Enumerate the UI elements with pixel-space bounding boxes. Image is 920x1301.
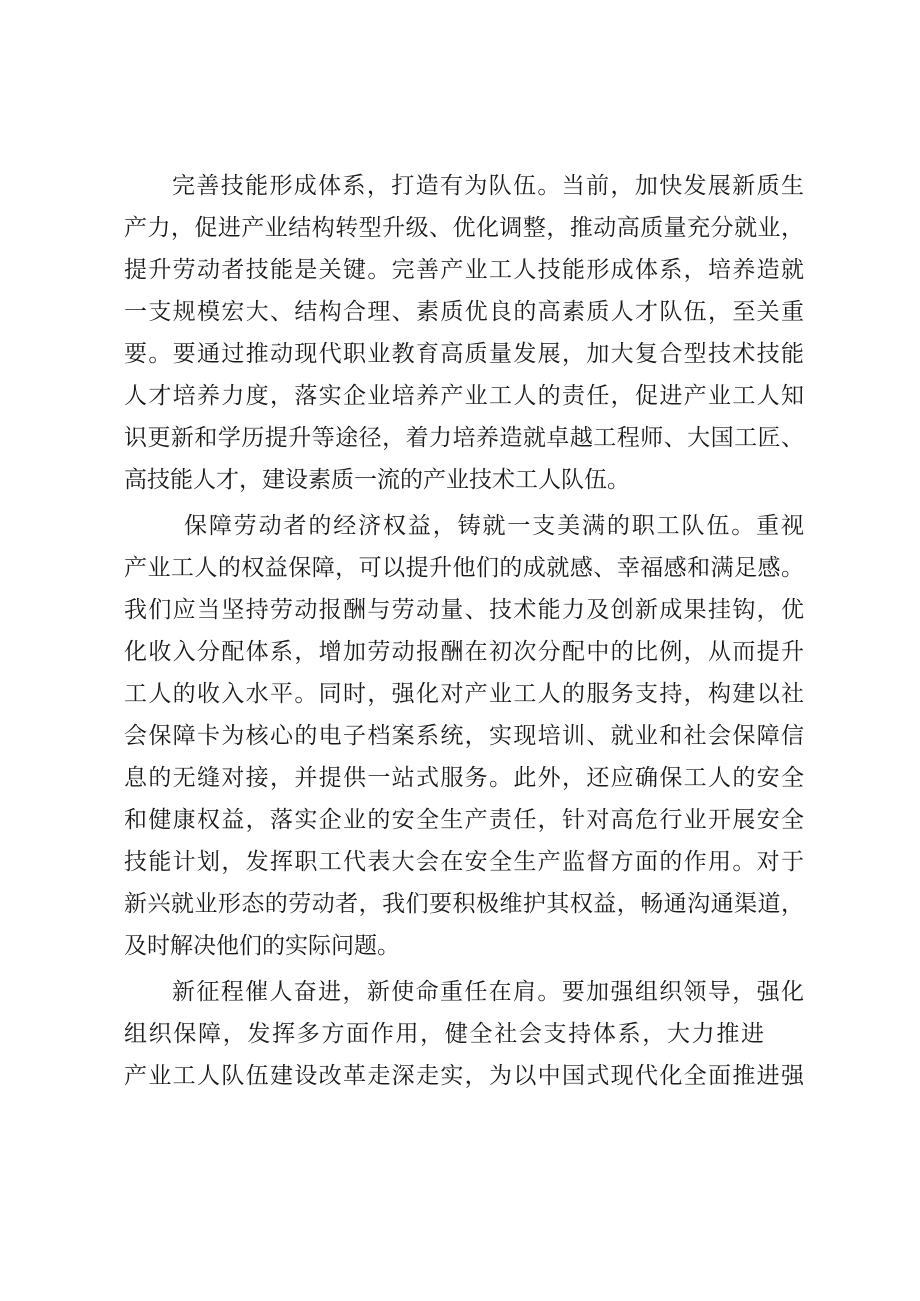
- text-line: 及时解决他们的实际问题。: [124, 933, 400, 959]
- paragraph-skills: [124, 165, 804, 501]
- text-line: 识更新和学历提升等途径，着力培养造就卓越工程师、大国工匠、: [124, 425, 804, 451]
- text-line: 一支规模宏大、结构合理、素质优良的高素质人才队伍，至关重: [124, 299, 804, 325]
- text-line: 产业工人的权益保障，可以提升他们的成就感、幸福感和满足感。: [124, 555, 804, 581]
- text-line: 和健康权益，落实企业的安全生产责任，针对高危行业开展安全: [124, 807, 804, 833]
- text-line: 要。要通过推动现代职业教育高质量发展，加大复合型技术技能: [124, 341, 804, 367]
- text-line: 工人的收入水平。同时，强化对产业工人的服务支持，构建以社: [124, 681, 804, 707]
- text-line: 技能计划，发挥职工代表大会在安全生产监督方面的作用。对于: [124, 849, 804, 875]
- text-line: 我们应当坚持劳动报酬与劳动量、技术能力及创新成果挂钩，优: [124, 597, 804, 623]
- text-line: 高技能人才，建设素质一流的产业技术工人队伍。: [124, 467, 630, 493]
- text-line: 新征程催人奋进，新使命重任在肩。要加强组织领导，强化: [172, 979, 804, 1005]
- document-body: [124, 165, 804, 1097]
- text-line: 会保障卡为核心的电子档案系统，实现培训、就业和社会保障信: [124, 723, 804, 749]
- text-line: 化收入分配体系，增加劳动报酬在初次分配中的比例，从而提升: [124, 639, 804, 665]
- text-line: 保障劳动者的经济权益，铸就一支美满的职工队伍。重视: [184, 513, 804, 539]
- paragraph-mission: [124, 971, 804, 1097]
- paragraph-rights: [124, 505, 804, 967]
- text-line: 新兴就业形态的劳动者，我们要积极维护其权益，畅通沟通渠道，: [124, 891, 804, 917]
- text-line: 人才培养力度，落实企业培养产业工人的责任，促进产业工人知: [124, 383, 804, 409]
- text-line: 完善技能形成体系，打造有为队伍。当前，加快发展新质生: [172, 173, 804, 199]
- text-line: 产业工人队伍建设改革走深走实，为以中国式现代化全面推进强: [124, 1063, 804, 1089]
- text-line: 息的无缝对接，并提供一站式服务。此外，还应确保工人的安全: [124, 765, 804, 791]
- text-line: 产力，促进产业结构转型升级、优化调整，推动高质量充分就业，: [124, 215, 804, 241]
- text-line: 提升劳动者技能是关键。完善产业工人技能形成体系，培养造就: [124, 257, 804, 283]
- text-line: 组织保障，发挥多方面作用，健全社会支持体系，大力推进: [124, 1021, 764, 1047]
